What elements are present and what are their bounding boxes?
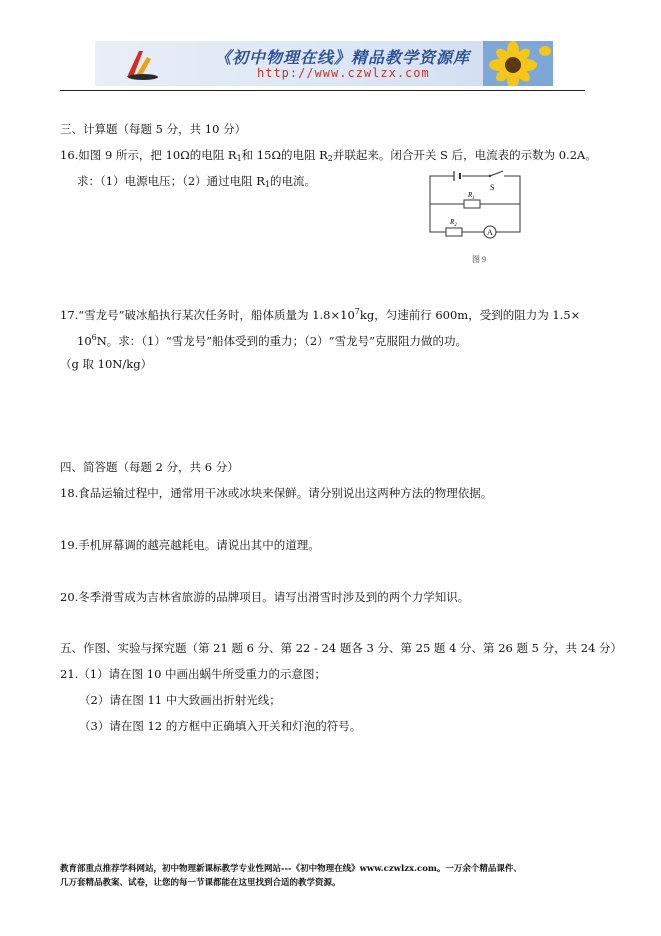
header-rule [60, 90, 585, 91]
question-17-line2 [77, 331, 467, 348]
figure-9-caption: 图 9 [472, 255, 486, 264]
question-18: 18.食品运输过程中，通常用干冰或冰块来保鲜。请分别说出这两种方法的物理依据。 [60, 486, 493, 500]
q17-text-c: 10 [77, 334, 92, 348]
section-5-heading: 五、作图、实验与探究题（第 21 题 6 分、第 22 - 24 题各 3 分、第 25 题 4 分、第 26 题 5 分，共 24 分） [60, 641, 623, 655]
ammeter-label: A [487, 228, 493, 237]
q16-text-c: 并联起来。闭合开关 S 后，电流表的示数为 0.2A。 [332, 148, 597, 162]
figure-9-circuit [424, 170, 524, 270]
question-19: 19.手机屏幕调的越亮越耗电。请说出其中的道理。 [60, 538, 320, 552]
q17-exp-1: 7 [354, 307, 360, 316]
q17-text-d: N。求：（1）“雪龙号”船体受到的重力；（2）“雪龙号”克服阻力做的功。 [96, 334, 467, 348]
q17-text-a: 17.“雪龙号”破冰船执行某次任务时，船体质量为 1.8×10 [60, 308, 355, 322]
q16-line2-sub: 1 [264, 180, 271, 189]
section-4-heading: 四、简答题（每题 2 分，共 6 分） [60, 460, 239, 474]
header-banner [95, 41, 553, 86]
header-title: 《初中物理在线》精品教学资源库 [215, 48, 471, 67]
question-21-part2: （2）请在图 11 中大致画出折射光线； [79, 693, 281, 707]
question-21-part1: 21.（1）请在图 10 中画出蜗牛所受重力的示意图； [60, 667, 327, 681]
logo-icon [123, 47, 159, 81]
q16-sub-1: 1 [236, 154, 242, 163]
question-20: 20.冬季滑雪成为吉林省旅游的品牌项目。请写出滑雪时涉及到的两个力学知识。 [60, 590, 470, 604]
r1-label: $R_1$ [468, 191, 475, 201]
question-16-line2 [77, 174, 316, 192]
q17-text-b: kg，匀速前行 600m，受到的阻力为 1.5× [359, 308, 581, 322]
q17-exp-2: 6 [91, 333, 97, 342]
switch-label: S [490, 183, 495, 192]
q16-line2-text-b: 的电流。 [270, 174, 317, 188]
resistor-r1 [464, 200, 480, 208]
footer-line1: 教育部重点推荐学科网站，初中物理新课标教学专业性网站---《初中物理在线》www.czwlzx.com。一万余个精品课件、 [60, 864, 522, 874]
question-21-part3: （3）请在图 12 的方框中正确填入开关和灯泡的符号。 [79, 719, 362, 733]
question-16-line1 [60, 148, 597, 166]
resistor-r2 [446, 228, 462, 236]
sunflower-icon [483, 41, 553, 86]
footer-line2: 几万套精品教案、试卷，让您的每一节课都能在这里找到合适的教学资源。 [60, 878, 341, 888]
q16-text-b: 和 15Ω的电阻 R [241, 148, 328, 162]
q16-text-a: 16.如图 9 所示，把 10Ω的电阻 R [60, 148, 237, 162]
header-url[interactable]: http://www.czwlzx.com [257, 66, 430, 80]
q16-line2-text-a: 求：（1）电源电压；（2）通过电阻 R [77, 174, 265, 188]
section-3-heading: 三、计算题（每题 5 分，共 10 分） [60, 122, 247, 136]
q16-sub-2: 2 [327, 154, 333, 163]
question-17-line1 [60, 305, 580, 322]
r2-label: $R_2$ [450, 218, 457, 228]
question-17-note: （g 取 10N/kg） [60, 357, 153, 371]
